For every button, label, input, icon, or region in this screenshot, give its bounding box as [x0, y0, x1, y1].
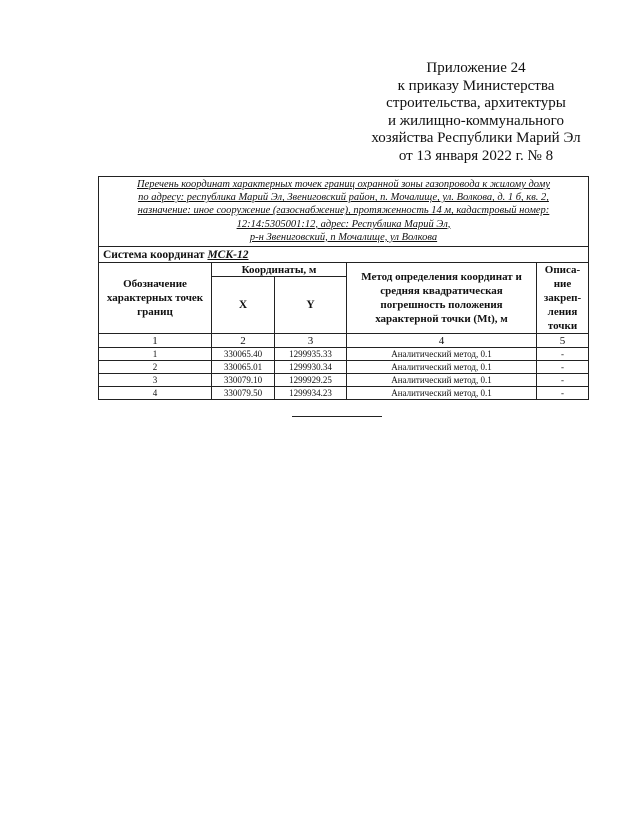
appendix-line: от 13 января 2022 г. № 8: [398, 147, 554, 164]
cell-y: 1299930.34: [275, 361, 347, 374]
appendix-line: хозяйства Республики Марий Эл: [371, 130, 581, 147]
cell-point: 3: [99, 374, 212, 387]
title-line: 12:14:5305001:12, адрес: Республика Марий Эл,: [236, 218, 451, 230]
header-y: Y: [275, 277, 347, 334]
coordinate-system-label: Система координат: [103, 248, 205, 261]
header-description: [537, 263, 589, 334]
cell-point: 4: [99, 387, 212, 400]
title-line: Перечень координат характерных точек границ охранной зоны газопровода к жилому дому: [136, 179, 551, 190]
coordinate-system: [99, 247, 589, 263]
appendix-line: и жилищно-коммунального: [388, 112, 564, 129]
appendix-header: [342, 60, 610, 166]
cell-point: 1: [99, 348, 212, 361]
cell-method: Аналитический метод, 0.1: [347, 361, 537, 374]
cell-description: -: [537, 387, 589, 400]
column-number: 5: [537, 334, 589, 348]
column-numbers-row: [99, 334, 589, 348]
cell-x: 330079.50: [212, 387, 275, 400]
cell-x: 330065.01: [212, 361, 275, 374]
appendix-line: Приложение 24: [426, 60, 526, 76]
header-description-line: закреп-: [543, 292, 582, 305]
table-row: [99, 374, 589, 387]
cell-method: Аналитический метод, 0.1: [347, 348, 537, 361]
title-line: р-н Звениговский, п Мочалище, ул Волкова: [249, 231, 438, 243]
header-coordinates: Координаты, м: [212, 263, 347, 277]
title-line: по адресу: республика Марий Эл, Звениговский район, п. Мочалище, ул. Волкова, д. 1 б, кв. 2,: [138, 192, 549, 204]
appendix-line: к приказу Министерства: [397, 77, 555, 94]
column-number: 4: [347, 334, 537, 348]
table-row: [99, 361, 589, 374]
table-row: [99, 348, 589, 361]
header-description-line: точки: [547, 320, 578, 333]
header-point: Обозначение характерных точек границ: [99, 263, 212, 334]
column-number: 2: [212, 334, 275, 348]
header-description-line: Описа-: [544, 264, 581, 277]
header-method: Метод определения координат и средняя квадратическая погрешность положения характерной точки (Mt), м: [347, 263, 537, 334]
cell-x: 330065.40: [212, 348, 275, 361]
header-description-line: ления: [547, 306, 578, 319]
cell-x: 330079.10: [212, 374, 275, 387]
coordinates-table: [98, 176, 589, 400]
header-x: X: [212, 277, 275, 334]
end-divider: [292, 416, 382, 417]
cell-description: -: [537, 348, 589, 361]
cell-description: -: [537, 361, 589, 374]
column-number: 3: [275, 334, 347, 348]
header-description-line: ние: [553, 278, 572, 291]
table-row: [99, 387, 589, 400]
cell-y: 1299934.23: [275, 387, 347, 400]
coordinate-system-value: МСК-12: [207, 248, 249, 261]
cell-point: 2: [99, 361, 212, 374]
cell-description: -: [537, 374, 589, 387]
table-title: [99, 177, 589, 247]
title-line: назначение: иное сооружение (газоснабжение), протяженность 14 м, кадастровый номер:: [137, 205, 550, 217]
cell-method: Аналитический метод, 0.1: [347, 374, 537, 387]
cell-method: Аналитический метод, 0.1: [347, 387, 537, 400]
column-number: 1: [99, 334, 212, 348]
cell-y: 1299929.25: [275, 374, 347, 387]
appendix-line: строительства, архитектуры: [386, 95, 566, 112]
cell-y: 1299935.33: [275, 348, 347, 361]
